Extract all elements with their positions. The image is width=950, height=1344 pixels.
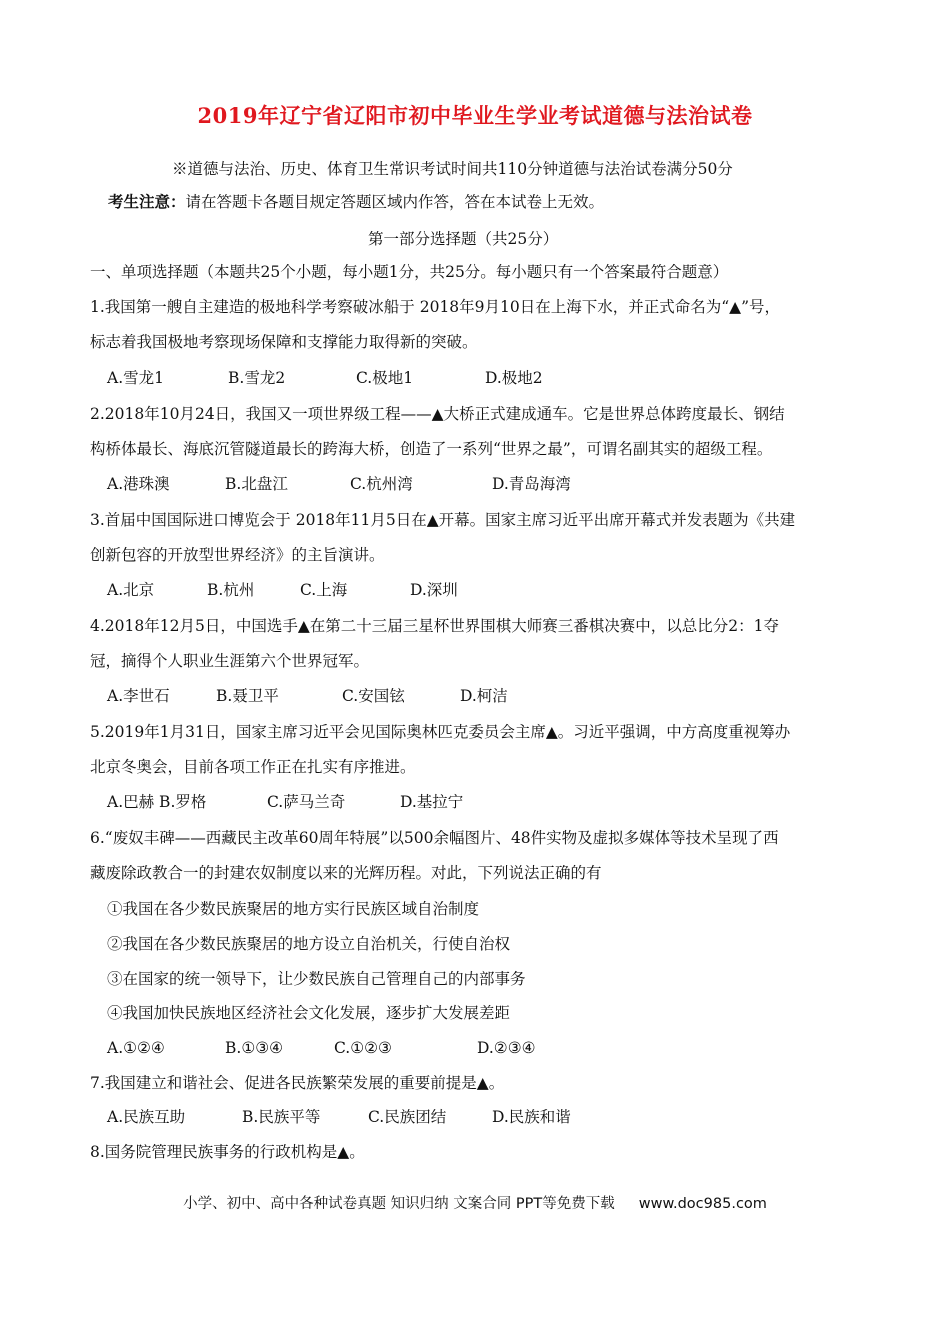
question-7-line-1: 7.我国建立和谐社会、促进各民族繁荣发展的重要前提是▲。 [90, 1074, 505, 1092]
question-6-line-2: 藏废除政教合一的封建农奴制度以来的光辉历程。对此，下列说法正确的有 [90, 864, 602, 882]
page-footer [0, 1192, 950, 1213]
exam-info: ※道德与法治、历史、体育卫生常识考试时间共110分钟道德与法治试卷满分50分 [172, 160, 733, 178]
question-6-statement-4: ④我国加快民族地区经济社会文化发展，逐步扩大发展差距 [107, 1004, 511, 1022]
question-4-option-a: A.李世石 [107, 687, 170, 705]
question-4-option-b: B.聂卫平 [216, 687, 279, 705]
question-5-line-1: 5.2019年1月31日，国家主席习近平会见国际奥林匹克委员会主席▲。习近平强调，中方高度重视筹办 [90, 723, 791, 741]
question-3-option-b: B.杭州 [207, 581, 255, 599]
question-6-option-c: C.①②③ [334, 1039, 392, 1057]
question-3-option-d: D.深圳 [410, 581, 458, 599]
page-title: 2019年辽宁省辽阳市初中毕业生学业考试道德与法治试卷 [197, 103, 753, 128]
question-1-option-a: A.雪龙1 [107, 369, 164, 387]
question-3-line-1: 3.首届中国国际进口博览会于 2018年11月5日在▲开幕。国家主席习近平出席开幕式并发表题为《共建 [90, 511, 796, 529]
question-6-option-a: A.①②④ [107, 1039, 165, 1057]
question-3-line-2: 创新包容的开放型世界经济》的主旨演讲。 [90, 546, 385, 564]
question-7-option-c: C.民族团结 [368, 1108, 447, 1126]
question-2-option-c: C.杭州湾 [350, 475, 413, 493]
question-6-option-d: D.②③④ [477, 1039, 536, 1057]
question-1-line-2: 标志着我国极地考察现场保障和支撑能力取得新的突破。 [90, 333, 478, 351]
question-2-option-a: A.港珠澳 [107, 475, 170, 493]
footer-text: 小学、初中、高中各种试卷真题 知识归纳 文案合同 PPT等免费下载 [183, 1196, 615, 1212]
part-heading: 第一部分选择题（共25分） [368, 230, 559, 248]
question-3-option-a: A.北京 [107, 581, 155, 599]
question-1-option-d: D.极地2 [485, 369, 543, 387]
question-5-option-c: C.萨马兰奇 [267, 793, 346, 811]
question-1-option-b: B.雪龙2 [228, 369, 286, 387]
question-3-option-c: C.上海 [300, 581, 348, 599]
question-2-line-1: 2.2018年10月24日，我国又一项世界级工程——▲大桥正式建成通车。它是世界总体跨度最长、钢结 [90, 405, 785, 423]
section-heading: 一、单项选择题（本题共25个小题，每小题1分，共25分。每小题只有一个答案最符合题意） [90, 263, 729, 281]
question-4-option-c: C.安国铉 [342, 687, 405, 705]
question-8-line-1: 8.国务院管理民族事务的行政机构是▲。 [90, 1143, 365, 1161]
notice-label: 考生注意： [108, 192, 186, 211]
question-6-line-1: 6.“废奴丰碑——西藏民主改革60周年特展”以500余幅图片、48件实物及虚拟多媒体等技术呈现了西 [90, 829, 779, 847]
question-6-statement-2: ②我国在各少数民族聚居的地方设立自治机关，行使自治权 [107, 935, 511, 953]
question-2-option-b: B.北盘江 [225, 475, 288, 493]
question-2-line-2: 构桥体最长、海底沉管隧道最长的跨海大桥，创造了一系列“世界之最”，可谓名副其实的超级工程。 [90, 440, 773, 458]
question-1-option-c: C.极地1 [356, 369, 414, 387]
question-1-line-1: 1.我国第一艘自主建造的极地科学考察破冰船于 2018年9月10日在上海下水，并正式命名为“▲”号， [90, 298, 781, 316]
question-7-option-b: B.民族平等 [242, 1108, 321, 1126]
question-6-statement-3: ③在国家的统一领导下，让少数民族自己管理自己的内部事务 [107, 970, 526, 988]
question-7-option-d: D.民族和谐 [492, 1108, 571, 1126]
question-4-line-2: 冠，摘得个人职业生涯第六个世界冠军。 [90, 652, 370, 670]
question-6-statement-1: ①我国在各少数民族聚居的地方实行民族区域自治制度 [107, 900, 480, 918]
question-4-line-1: 4.2018年12月5日，中国选手▲在第二十三届三星杯世界围棋大师赛三番棋决赛中，以总比分2：1夺 [90, 617, 779, 635]
question-4-option-d: D.柯洁 [460, 687, 508, 705]
notice [108, 192, 604, 212]
question-5-option-d: D.基拉宁 [400, 793, 464, 811]
question-5-option-ab: A.巴赫 B.罗格 [107, 793, 207, 811]
question-6-option-b: B.①③④ [225, 1039, 284, 1057]
question-5-line-2: 北京冬奥会，目前各项工作正在扎实有序推进。 [90, 758, 416, 776]
notice-text: 请在答题卡各题目规定答题区域内作答，答在本试卷上无效。 [185, 193, 605, 211]
footer-url-link[interactable]: www.doc985.com [638, 1196, 767, 1212]
question-2-option-d: D.青岛海湾 [492, 475, 571, 493]
question-7-option-a: A.民族互助 [107, 1108, 186, 1126]
